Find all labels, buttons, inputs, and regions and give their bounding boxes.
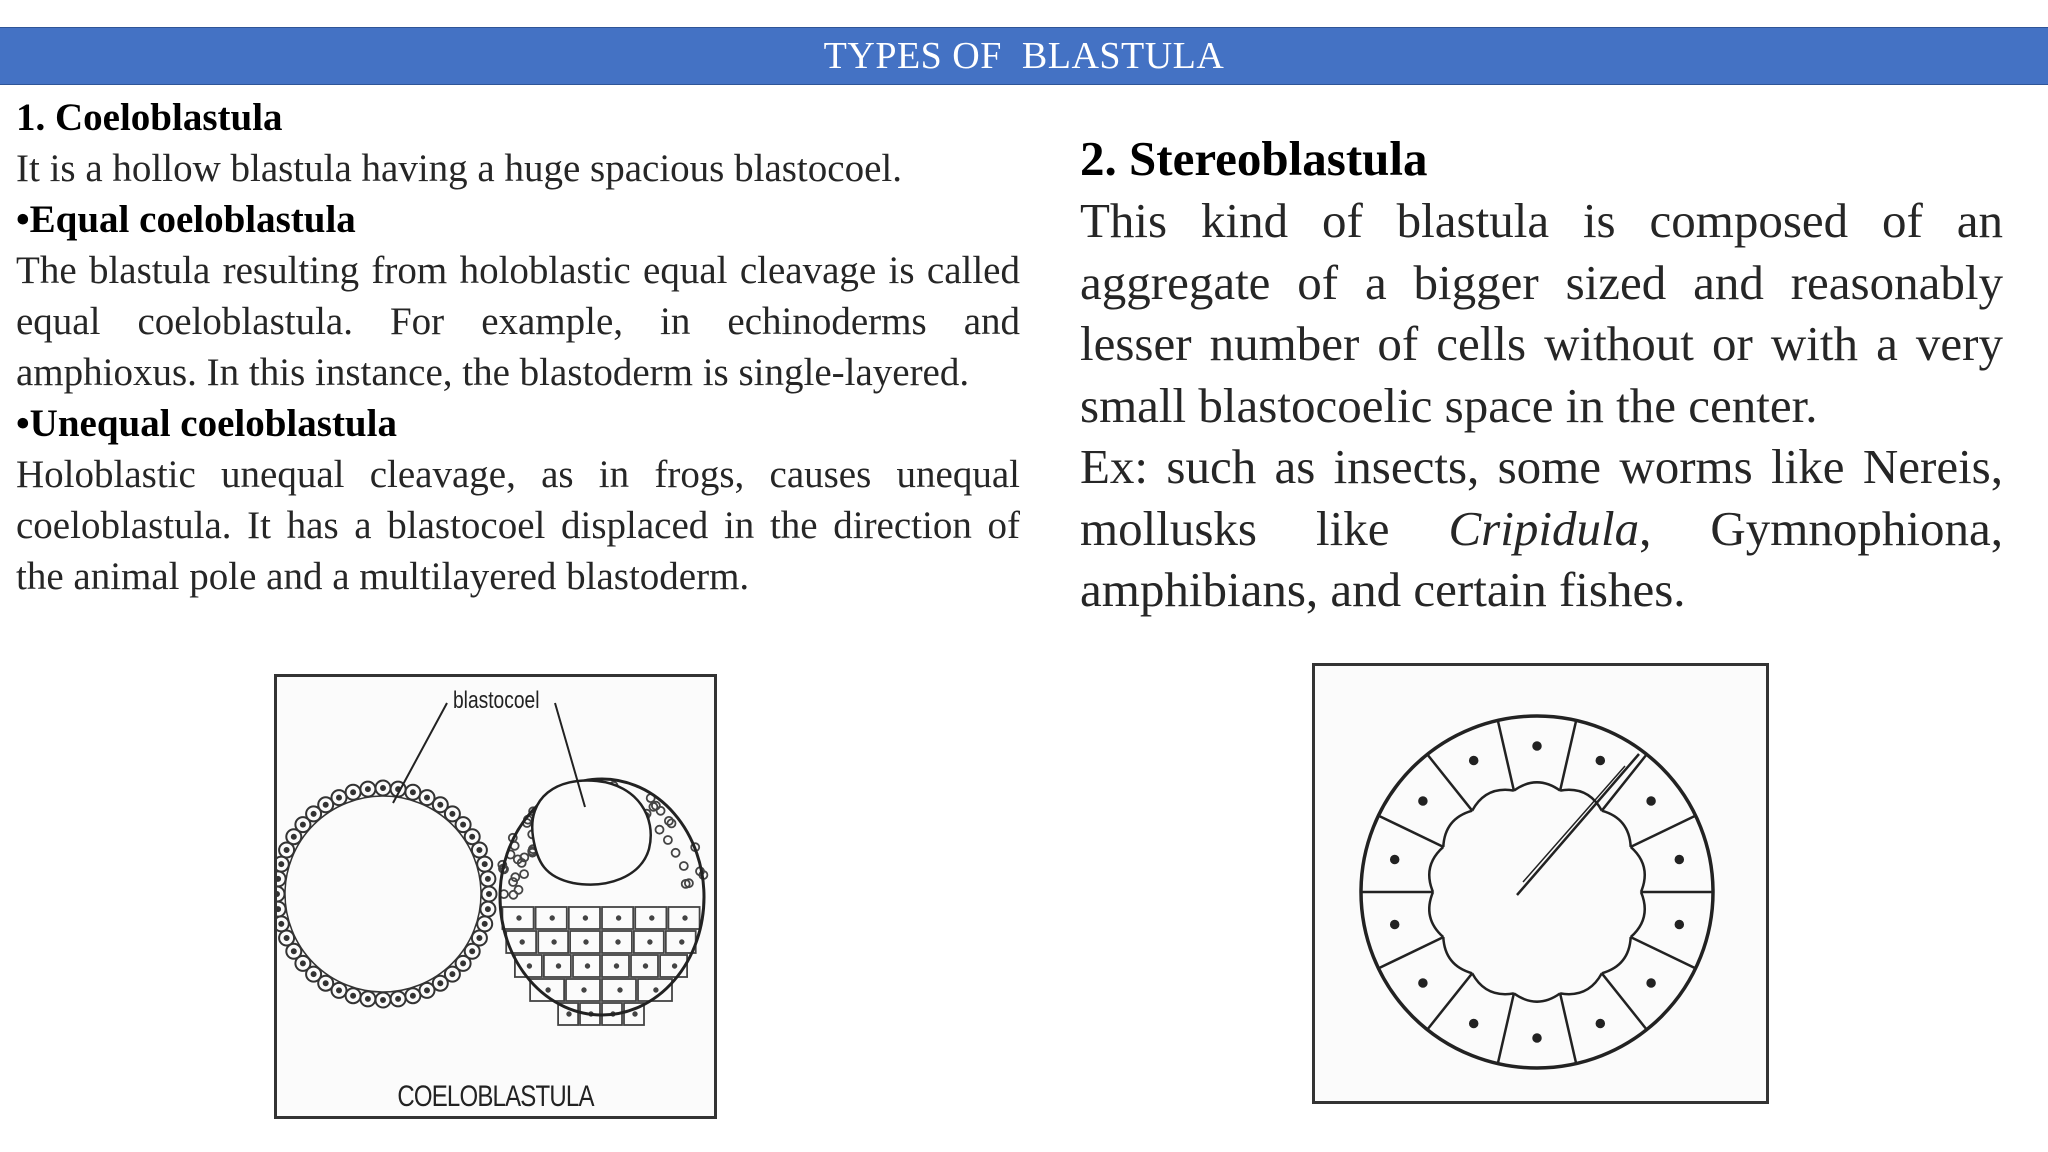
cell-nucleus (324, 981, 328, 985)
micromere-cell (672, 849, 680, 857)
cell-nucleus (1597, 1020, 1604, 1027)
cell-inner-edge (1472, 790, 1514, 811)
cell-nucleus (277, 877, 280, 881)
cell-wall (1498, 993, 1514, 1063)
cell-nucleus (450, 812, 454, 816)
cell-nucleus (1470, 1020, 1477, 1027)
cell-nucleus (584, 940, 588, 944)
cell-nucleus (683, 916, 687, 920)
cell-nucleus (285, 936, 289, 940)
cell-nucleus (438, 803, 442, 807)
cell-nucleus (381, 998, 385, 1002)
coeloblastula-figure (274, 674, 717, 1119)
unequal-coeloblastula-heading: •Unequal coeloblastula (16, 402, 397, 445)
cell-nucleus (411, 790, 415, 794)
cell-nucleus (582, 988, 586, 992)
cell-wall (1378, 816, 1443, 847)
cell-nucleus (617, 916, 621, 920)
cell-nucleus (425, 796, 429, 800)
cell-nucleus (461, 823, 465, 827)
cell-nucleus (366, 997, 370, 1001)
equal-coeloblastula-heading: •Equal coeloblastula (16, 198, 356, 241)
cell-wall (1602, 754, 1647, 810)
blastocoel-label: blastocoel (453, 687, 540, 714)
cell-nucleus (616, 940, 620, 944)
cell-wall (1560, 993, 1576, 1063)
cell-inner-edge (1472, 973, 1514, 994)
cell-nucleus (351, 790, 355, 794)
cell-nucleus (615, 964, 619, 968)
cell-nucleus (396, 997, 400, 1001)
cell-nucleus (633, 1012, 637, 1016)
cell-nucleus (680, 940, 684, 944)
cell-nucleus (557, 964, 561, 968)
stereoblastula-diagram (1315, 666, 1766, 1101)
cell-nucleus (618, 988, 622, 992)
cell-nucleus (285, 848, 289, 852)
cell-nucleus (550, 916, 554, 920)
cell-inner-edge (1429, 847, 1443, 892)
stereoblastula-examples (1080, 436, 2003, 621)
cell-inner-edge (1631, 847, 1645, 892)
cell-nucleus (1470, 757, 1477, 764)
cell-nucleus (487, 892, 491, 896)
examples-italic-genus: Cripidula (1448, 500, 1640, 556)
cell-nucleus (301, 961, 305, 965)
cell-inner-edge (1602, 937, 1631, 973)
cell-inner-edge (1514, 993, 1560, 1001)
cell-nucleus (1648, 980, 1655, 987)
examples-prefix: Ex: such as insects, some worms like Nereis, mollusks like (1080, 439, 2003, 556)
cell-nucleus (483, 862, 487, 866)
cell-nucleus (1391, 856, 1398, 863)
cell-inner-edge (1443, 811, 1472, 847)
cell-nucleus (438, 981, 442, 985)
cell-nucleus (381, 786, 385, 790)
cell-wall (1560, 720, 1576, 790)
cell-nucleus (1534, 743, 1541, 750)
cell-nucleus (292, 949, 296, 953)
cell-nucleus (520, 940, 524, 944)
cell-nucleus (1419, 798, 1426, 805)
cell-nucleus (650, 916, 654, 920)
cell-nucleus (279, 862, 283, 866)
cell-nucleus (279, 922, 283, 926)
cell-nucleus (425, 988, 429, 992)
cell-nucleus (552, 940, 556, 944)
cell-nucleus (584, 916, 588, 920)
cell-nucleus (366, 787, 370, 791)
cell-nucleus (477, 848, 481, 852)
cell-nucleus (312, 812, 316, 816)
cell-wall (1602, 973, 1647, 1029)
slide-title-banner: TYPES OF BLASTULA (0, 27, 2048, 85)
cell-wall (1631, 937, 1696, 968)
cell-nucleus (337, 988, 341, 992)
cell-nucleus (450, 972, 454, 976)
cell-nucleus (586, 964, 590, 968)
cell-nucleus (337, 796, 341, 800)
stereoblastula-text: This kind of blastula is composed of an aggregate of a bigger sized and reasonably lesser number of cells without or with a very small blastocoelic space in the center. (1080, 193, 2003, 433)
cell-nucleus (654, 988, 658, 992)
cell-nucleus (486, 907, 490, 911)
unequal-coeloblastula-text: Holoblastic unequal cleavage, as in frogs, causes unequal coeloblastula. It has a blastocoel displaced in the direction of the animal pole and a multilayered blastoderm. (16, 453, 1020, 598)
cell-nucleus (470, 949, 474, 953)
stereoblastula-section (1080, 128, 2003, 621)
cell-wall (1498, 720, 1514, 790)
cell-nucleus (277, 892, 279, 896)
cell-wall (1427, 973, 1472, 1029)
cell-nucleus (477, 936, 481, 940)
cell-nucleus (351, 994, 355, 998)
cell-nucleus (1676, 856, 1683, 863)
cell-nucleus (517, 916, 521, 920)
micromere-cell (664, 836, 672, 844)
cell-nucleus (567, 1012, 571, 1016)
cell-wall (1427, 754, 1472, 810)
cell-nucleus (486, 877, 490, 881)
cell-nucleus (301, 823, 305, 827)
coeloblastula-heading: 1. Coeloblastula (16, 96, 283, 139)
cell-inner-edge (1631, 892, 1645, 937)
cell-nucleus (648, 940, 652, 944)
cell-wall (1631, 816, 1696, 847)
micromere-cell (657, 807, 665, 815)
cell-nucleus (483, 922, 487, 926)
cell-nucleus (1419, 980, 1426, 987)
cell-nucleus (1391, 921, 1398, 928)
cell-inner-edge (1602, 811, 1631, 847)
cell-nucleus (1597, 757, 1604, 764)
stereoblastula-figure (1312, 663, 1769, 1104)
equal-coeloblastula-text: The blastula resulting from holoblastic equal cleavage is called equal coeloblastula. For example, in echinoderms and amphioxus. In this instance, the blastoderm is single-layered. (16, 249, 1020, 394)
micromere-cell (680, 862, 688, 870)
cell-nucleus (461, 961, 465, 965)
cell-inner-edge (1429, 892, 1443, 937)
stereoblastula-heading: 2. Stereoblastula (1080, 131, 1428, 186)
micromere-cell (656, 826, 664, 834)
micromere-cell (515, 886, 523, 894)
coeloblastula-caption: COELOBLASTULA (397, 1080, 594, 1113)
cell-nucleus (644, 964, 648, 968)
cell-nucleus (546, 988, 550, 992)
cell-nucleus (528, 964, 532, 968)
cell-inner-edge (1443, 937, 1472, 973)
cell-nucleus (411, 994, 415, 998)
coeloblastula-section (16, 92, 1020, 602)
coeloblastula-diagram (277, 677, 714, 1116)
cell-nucleus (1534, 1035, 1541, 1042)
cell-nucleus (312, 972, 316, 976)
cell-nucleus (470, 835, 474, 839)
cell-wall (1378, 937, 1443, 968)
cell-nucleus (1648, 798, 1655, 805)
micromere-cell (520, 870, 528, 878)
examples-suffix: , Gymnophiona, amphibians, and certain fishes. (1080, 500, 2003, 617)
cell-nucleus (292, 835, 296, 839)
coeloblastula-intro: It is a hollow blastula having a huge spacious blastocoel. (16, 147, 902, 190)
cell-nucleus (1676, 921, 1683, 928)
cell-nucleus (673, 964, 677, 968)
cell-nucleus (277, 907, 280, 911)
cell-inner-edge (1514, 782, 1560, 790)
cell-inner-edge (1560, 973, 1602, 994)
cell-nucleus (324, 803, 328, 807)
